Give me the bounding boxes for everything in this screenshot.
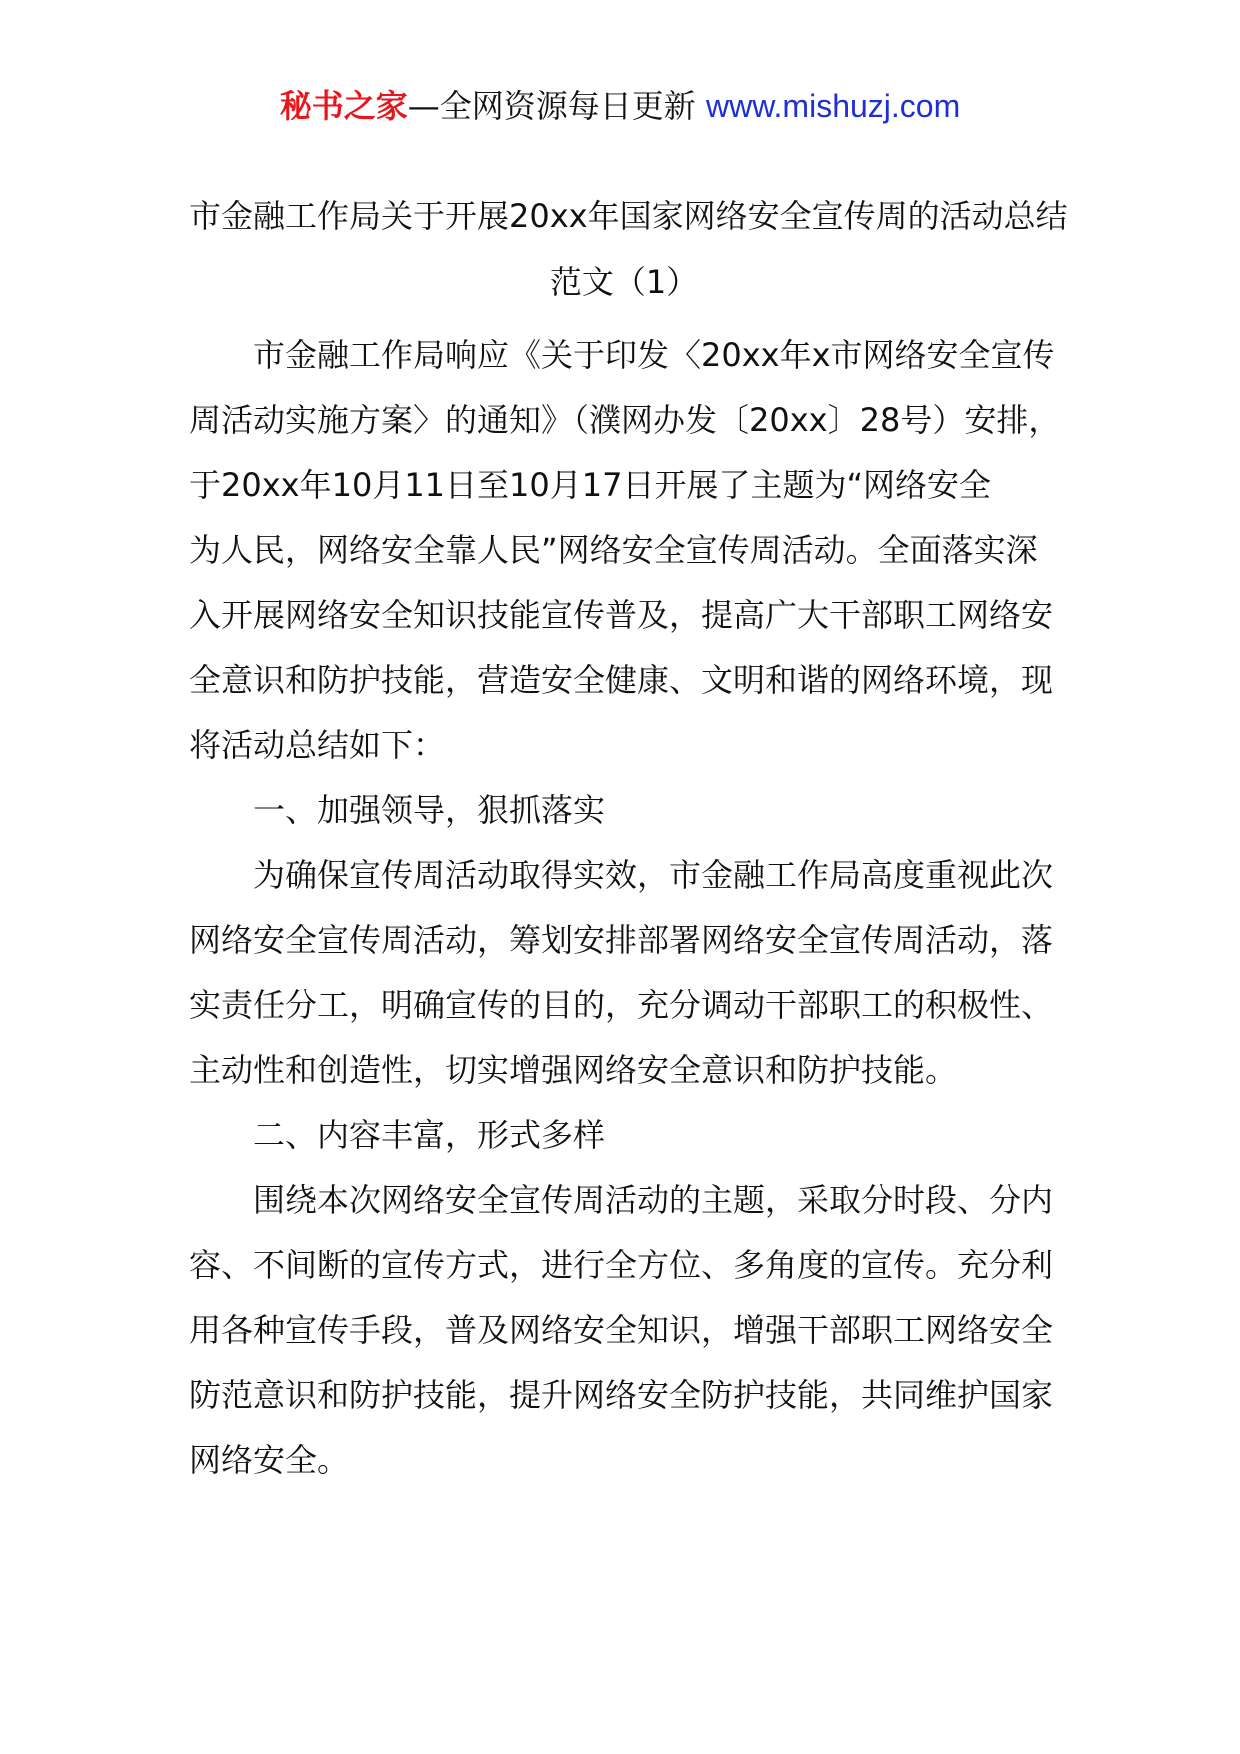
- paragraph-line: 于20xx年10月11日至10月17日开展了主题为“网络安全: [189, 466, 992, 504]
- paragraph-line: 周活动实施方案〉的通知》（濮网办发〔20xx〕28号）安排，: [189, 401, 1061, 439]
- paragraph-line: 实责任分工，明确宣传的目的，充分调动干部职工的积极性、: [189, 986, 1054, 1024]
- site-brand: 秘书之家: [279, 87, 408, 125]
- paragraph-line: 网络安全宣传周活动，筹划安排部署网络安全宣传周活动，落: [189, 921, 1054, 959]
- paragraph-line: 为人民，网络安全靠人民”网络安全宣传周活动。全面落实深: [189, 531, 1038, 569]
- paragraph-line: 主动性和创造性，切实增强网络安全意识和防护技能。: [189, 1051, 958, 1089]
- paragraph-line: 为确保宣传周活动取得实效，市金融工作局高度重视此次: [253, 856, 1054, 894]
- paragraph-line: 市金融工作局响应《关于印发〈20xx年x市网络安全宣传: [253, 336, 1055, 374]
- document-title-line: 市金融工作局关于开展20xx年国家网络安全宣传周的活动总结: [189, 197, 1068, 235]
- paragraph-line: 全意识和防护技能，营造安全健康、文明和谐的网络环境，现: [189, 661, 1054, 699]
- paragraph-line: 容、不间断的宣传方式，进行全方位、多角度的宣传。充分利: [189, 1246, 1054, 1284]
- document-text: [189, 323, 1059, 1493]
- paragraph-line: 将活动总结如下：: [189, 726, 446, 764]
- document-title-line: 范文（1）: [549, 263, 699, 301]
- paragraph-line: 围绕本次网络安全宣传周活动的主题，采取分时段、分内: [253, 1181, 1054, 1219]
- paragraph-line: 网络安全。: [189, 1441, 350, 1479]
- paragraph-line: 防范意识和防护技能，提升网络安全防护技能，共同维护国家: [189, 1376, 1054, 1414]
- site-url-link[interactable]: www.mishuzj.com: [705, 88, 961, 124]
- section-heading: 二、内容丰富，形式多样: [253, 1116, 606, 1154]
- section-heading: 一、加强领导，狠抓落实: [253, 791, 606, 829]
- paragraph-line: 入开展网络安全知识技能宣传普及，提高广大干部职工网络安: [189, 596, 1054, 634]
- paragraph-line: 用各种宣传手段，普及网络安全知识，增强干部职工网络安全: [189, 1311, 1054, 1349]
- site-tagline: —全网资源每日更新: [407, 87, 696, 125]
- document-title: [189, 183, 1068, 315]
- site-header: [0, 84, 1240, 128]
- document-body: [189, 183, 1068, 1493]
